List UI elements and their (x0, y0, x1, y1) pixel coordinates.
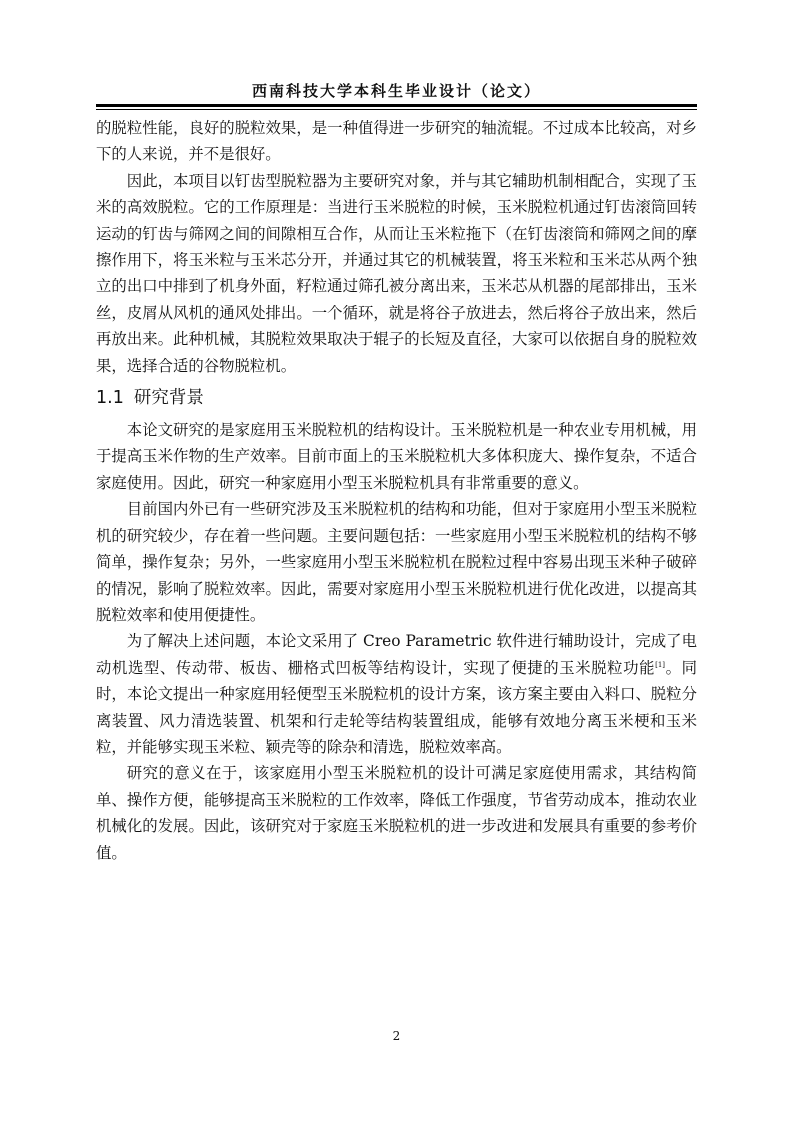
body-paragraph-1: 的脱粒性能，良好的脱粒效果，是一种值得进一步研究的轴流辊。不过成本比较高，对乡下的人来说，并不是很好。 (96, 119, 697, 164)
body-paragraph-5 (96, 628, 697, 760)
header-rule-thick (96, 104, 697, 107)
body-paragraph-3: 本论文研究的是家庭用玉米脱粒机的结构设计。玉米脱粒机是一种农业专用机械，用于提高玉米作物的生产效率。目前市面上的玉米脱粒机大多体积庞大、操作复杂，不适合家庭使用。因此，研究一种家庭用小型玉米脱粒机具有非常重要的意义。 (96, 421, 697, 492)
header-rule-thin (96, 109, 697, 110)
body-paragraph-4: 目前国内外已有一些研究涉及玉米脱粒机的结构和功能，但对于家庭用小型玉米脱粒机的研究较少，存在着一些问题。主要问题包括：一些家庭用小型玉米脱粒机的结构不够简单，操作复杂；另外，一些家庭用小型玉米脱粒机在脱粒过程中容易出现玉米种子破碎的情况，影响了脱粒效率。因此，需要对家庭用小型玉米脱粒机进行优化改进，以提高其脱粒效率和使用便捷性。 (96, 500, 697, 624)
paragraph-text-after-citation: 。同时，本论文提出一种家庭用轻便型玉米脱粒机的设计方案，该方案主要由入料口、脱粒分离装置、风力清选装置、机架和行走轮等结构装置组成，能够有效地分离玉米梗和玉米粒，并能够实现玉米粒、颖壳等的除杂和清选，脱粒效率高。 (96, 658, 697, 756)
section-title: 研究背景 (133, 388, 204, 409)
paragraph-text-before-citation: 为了解决上述问题，本论文采用了 Creo Parametric 软件进行辅助设计，完成了电动机选型、传动带、板齿、栅格式凹板等结构设计，实现了便捷的玉米脱粒功能 (96, 632, 697, 677)
page-body (96, 115, 697, 866)
section-heading (96, 385, 697, 411)
body-paragraph-6: 研究的意义在于，该家庭用小型玉米脱粒机的设计可满足家庭使用需求，其结构简单、操作方便，能够提高玉米脱粒的工作效率，降低工作强度，节省劳动成本，推动农业机械化的发展。因此，该研究对于家庭玉米脱粒机的进一步改进和发展具有重要的参考价值。 (96, 764, 697, 862)
section-number: 1.1 (96, 388, 124, 409)
page-number: 2 (392, 1029, 401, 1043)
body-paragraph-2: 因此，本项目以钉齿型脱粒器为主要研究对象，并与其它辅助机制相配合，实现了玉米的高效脱粒。它的工作原理是：当进行玉米脱粒的时候，玉米脱粒机通过钉齿滚筒回转运动的钉齿与筛网之间的间隙相互合作，从而让玉米粒拖下（在钉齿滚筒和筛网之间的摩擦作用下，将玉米粒与玉米芯分开，并通过其它的机械装置，将玉米粒和玉米芯从两个独立的出口中排到了机身外面，籽粒通过筛孔被分离出来，玉米芯从机器的尾部排出，玉米丝，皮屑从风机的通风处排出。一个循环，就是将谷子放进去，然后将谷子放出来，然后再放出来。此种机械，其脱粒效果取决于辊子的长短及直径，大家可以依据自身的脱粒效果，选择合适的谷物脱粒机。 (96, 171, 697, 375)
running-header-title: 西南科技大学本科生毕业设计（论文） (251, 82, 541, 100)
citation-marker: [1] (655, 660, 666, 669)
